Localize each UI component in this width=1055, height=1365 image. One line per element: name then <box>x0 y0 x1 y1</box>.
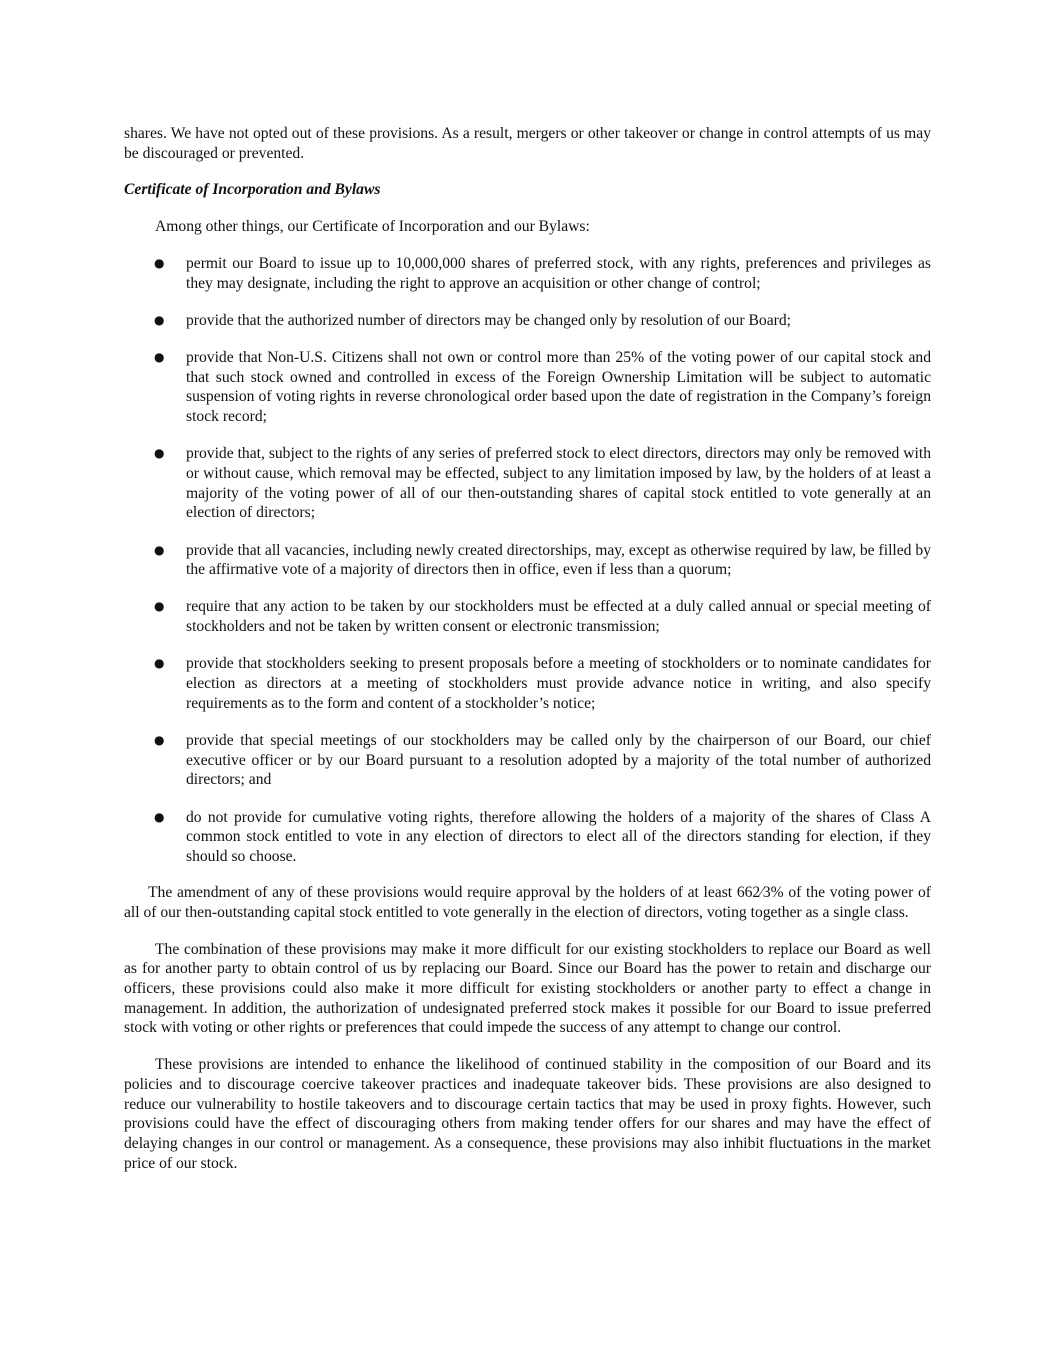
list-item-text: permit our Board to issue up to 10,000,000 shares of preferred stock, with any rights, preferences and privileges as they may designate, including the right to approve an acquisition or other change of control; <box>186 254 931 292</box>
document-page <box>124 124 931 1190</box>
list-item-text: provide that stockholders seeking to present proposals before a meeting of stockholders or to nominate candidates for election as directors at a meeting of stockholders must provide advance notice in writing, and also specify requirements as to the form and content of a stockholder’s notice; <box>186 655 931 712</box>
bullet-icon: ● <box>154 349 165 364</box>
list-item <box>124 311 931 331</box>
bullet-icon: ● <box>154 255 165 270</box>
provisions-list <box>124 254 931 867</box>
bullet-icon: ● <box>154 542 165 557</box>
bullet-icon: ● <box>154 809 165 824</box>
list-item <box>124 541 931 580</box>
intro-paragraph: shares. We have not opted out of these provisions. As a result, mergers or other takeover or change in control attempts of us may be discouraged or prevented. <box>124 125 931 162</box>
combination-paragraph: The combination of these provisions may make it more difficult for our existing stockholders to replace our Board as well as for another party to obtain control of us by replacing our Board. Since our Board has the power to retain and discharge our officers, these provisions could also make it more difficult for existing stockholders or another party to effect a change in management. In addition, the authorization of undesignated preferred stock makes it possible for our Board to issue preferred stock with voting or other rights or preferences that could impede the success of any attempt to change our control. <box>124 940 931 1037</box>
list-item <box>124 254 931 293</box>
list-item <box>124 808 931 867</box>
bullet-icon: ● <box>154 446 165 461</box>
list-item-text: provide that the authorized number of directors may be changed only by resolution of our Board; <box>186 311 791 329</box>
bullet-icon: ● <box>154 656 165 671</box>
amendment-paragraph: The amendment of any of these provisions would require approval by the holders of at least 662⁄3% of the voting power of all of our then-outstanding capital stock entitled to vote generally in the election of directors, voting together as a single class. <box>124 884 931 921</box>
intent-paragraph: These provisions are intended to enhance the likelihood of continued stability in the composition of our Board and its policies and to discourage coercive takeover practices and inadequate takeover bids. These provisions are also designed to reduce our vulnerability to hostile takeovers and to discourage certain tactics that may be used in proxy fights. However, such provisions could have the effect of discouraging others from making tender offers for our shares and may have the effect of delaying changes in our control or management. As a consequence, these provisions may also inhibit fluctuations in the market price of our stock. <box>124 1056 931 1172</box>
bullet-icon: ● <box>154 599 165 614</box>
list-item-text: require that any action to be taken by our stockholders must be effected at a duly called annual or special meeting of stockholders and not be taken by written consent or electronic transmission; <box>186 598 931 636</box>
list-item-text: provide that special meetings of our stockholders may be called only by the chairperson of our Board, our chief executive officer or by our Board pursuant to a resolution adopted by a majority of the total number of authorized directors; and <box>186 731 931 789</box>
list-item-text: provide that Non-U.S. Citizens shall not own or control more than 25% of the voting power of our capital stock and that such stock owned and controlled in excess of the Foreign Ownership Limitation will be subject to automatic suspension of voting rights in reverse chronological order based upon the date of registration in the Company’s foreign stock record; <box>186 348 931 426</box>
list-item-text: do not provide for cumulative voting rights, therefore allowing the holders of a majority of the shares of Class A common stock entitled to vote in any election of directors to elect all of the directors standing for election, if they should so choose. <box>186 808 931 865</box>
bullet-icon: ● <box>154 732 165 747</box>
list-item <box>124 444 931 523</box>
list-item-text: provide that, subject to the rights of any series of preferred stock to elect directors, directors may only be removed with or without cause, which removal may be effected, subject to any limitation imposed by law, by the holders of at least a majority of the voting power of all of our then-outstanding shares of capital stock entitled to vote generally at an election of directors; <box>186 445 931 522</box>
list-item <box>124 348 931 427</box>
list-item-text: provide that all vacancies, including newly created directorships, may, except as otherwise required by law, be filled by the affirmative vote of a majority of directors then in office, even if less than a quorum; <box>186 541 931 579</box>
section-heading: Certificate of Incorporation and Bylaws <box>124 181 381 199</box>
list-item <box>124 654 931 713</box>
list-item <box>124 597 931 636</box>
bullet-icon: ● <box>154 312 165 327</box>
lead-paragraph: Among other things, our Certificate of Incorporation and our Bylaws: <box>155 218 590 236</box>
list-item <box>124 731 931 790</box>
